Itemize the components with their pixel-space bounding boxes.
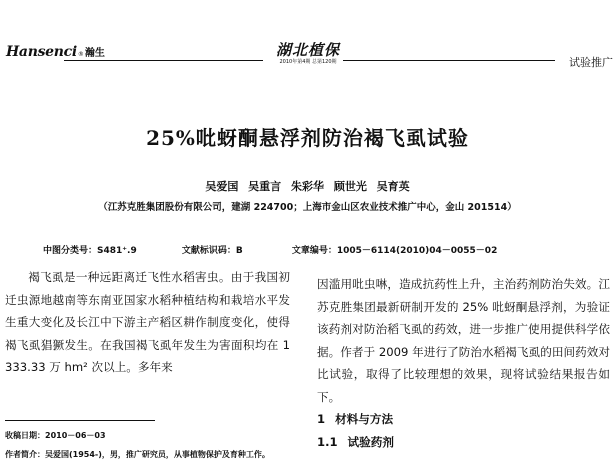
body-paragraph-continued: 因滥用吡虫啉，造成抗药性上升，主治药剂防治失效。江苏克胜集团最新研制开发的 25% 吡蚜酮悬浮剂，为验证该药剂对防治稻飞虱的药效，进一步推广使用提供科学依据。作者于 2009 年进行了防治水稻褐飞虱的田间药效对比试验，取得了比较理想的效果，现将试验结果报告如下。: [317, 277, 610, 404]
column-label: 试验推广: [569, 56, 613, 69]
footnote-rule: [5, 420, 155, 421]
section-heading: [317, 408, 610, 431]
article-id: 文章编号：1005－6114(2010)04－0055－02: [291, 246, 498, 256]
journal-masthead: [263, 42, 353, 66]
footnote-author-bio: 作者简介：吴爱国(1954-)，男，推广研究员，从事植物保护及育种工作。: [5, 450, 270, 459]
subsection-number: 1.1: [317, 434, 338, 449]
logo-wordmark: Hansenci: [6, 44, 77, 60]
publisher-logo: [6, 44, 105, 64]
body-column-right: [317, 273, 610, 453]
section-number: 1: [317, 412, 326, 426]
author-list: 吴爱国 吴重言 朱彩华 顾世光 吴育英: [205, 180, 410, 193]
body-paragraph: 褐飞虱是一种远距离迁飞性水稻害虫。由于我国初迁虫源地越南等东南亚国家水稻种植结构和栽培水平发生重大变化及长江中下游主产稻区耕作制度变化，使得褐飞虱猖獗发生。在我国褐飞虱年发生为害面积均在 1 333.33 万 hm² 次以上。多年来: [5, 270, 290, 374]
registered-mark: ®: [77, 51, 84, 58]
article-metadata: [43, 243, 497, 256]
journal-name: 湖北植保: [275, 41, 340, 59]
subsection-heading: [317, 431, 610, 454]
logo-chinese-name: 瀚生: [84, 48, 105, 59]
article-title: 25%吡蚜酮悬浮剂防治褐飞虱试验: [146, 126, 469, 150]
header-rule-right: [343, 60, 555, 61]
author-affiliation: （江苏克胜集团股份有限公司，建湖 224700；上海市金山区农业技术推广中心，金山 201514）: [98, 202, 517, 213]
subsection-title: 试验药剂: [347, 434, 394, 449]
section-title: 材料与方法: [335, 412, 394, 426]
footnote-received-date: 收稿日期：2010－06－03: [5, 431, 106, 440]
body-column-left: [5, 266, 290, 379]
journal-issue: 2010年第4期 总第120期: [279, 59, 337, 65]
document-code: 文献标识码：B: [181, 246, 243, 256]
header-rule-left: [64, 60, 263, 61]
clc-number: 中图分类号：S481⁺.9: [43, 246, 137, 256]
